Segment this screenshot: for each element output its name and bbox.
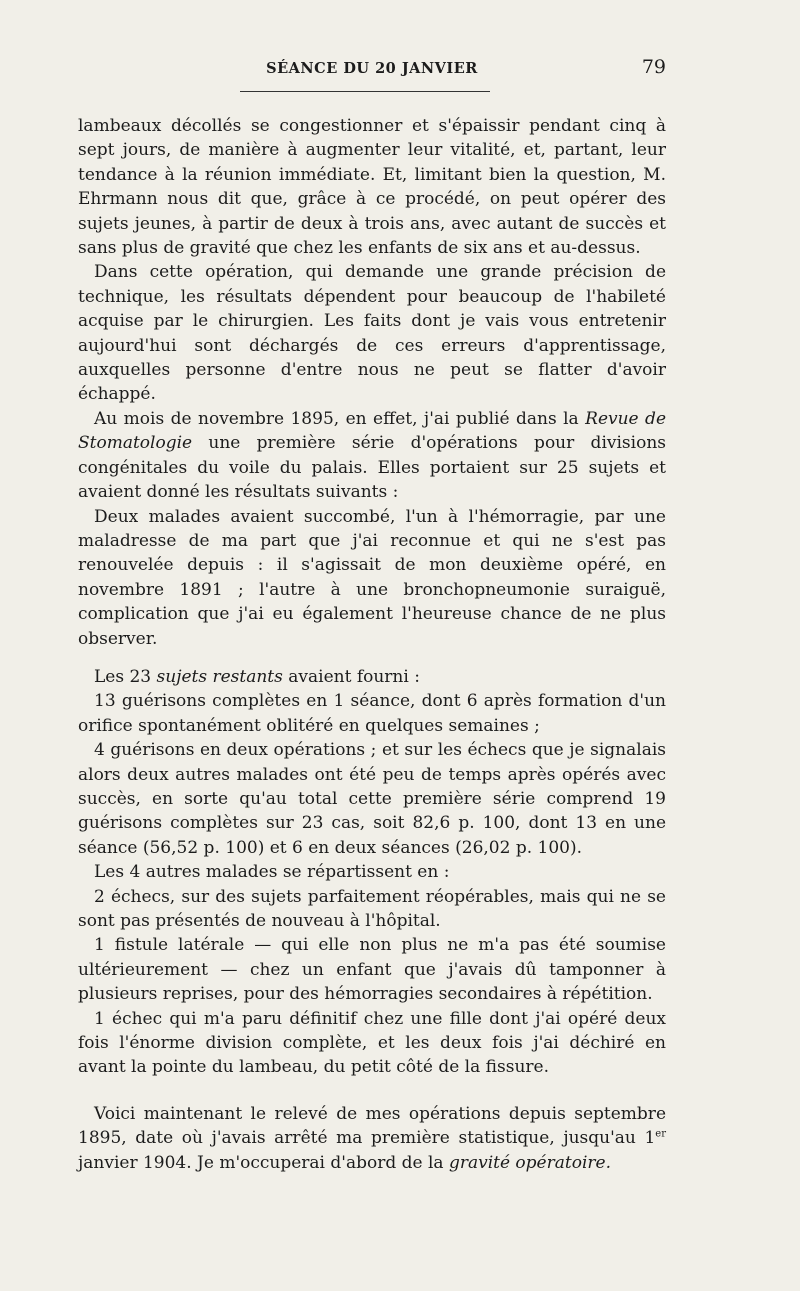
paragraph-2: Dans cette opération, qui demande une grande précision de technique, les résultats dépendent pour beaucoup de l'habileté acquise par le chirurgien. Les faits dont je vais vous entretenir aujourd'hui sont déchargés de ces erreurs d'apprentissage, auxquelles personne d'entre nous ne peut se flatter d'avoir échappé.: [78, 262, 666, 405]
paragraph-5: [78, 665, 666, 689]
body-text: [78, 114, 666, 1175]
paragraph-11: 1 échec qui m'a paru définitif chez une fille dont j'ai opéré deux fois l'énorme division complète, et les deux fois j'ai déchiré en avant la pointe du lambeau, du petit côté de la fissure.: [78, 1008, 666, 1078]
paragraph-6: 13 guérisons complètes en 1 séance, dont 6 après formation d'un orifice spontanément oblitéré en quelques semaines ;: [78, 691, 666, 736]
paragraph-9: 2 échecs, sur des sujets parfaitement réopérables, mais qui ne se sont pas présentés de nouveau à l'hôpital.: [78, 886, 666, 931]
paragraph-12-text-a: Voici maintenant le relevé de mes opérations depuis septembre 1895, date où j'avais arrêté ma première statistique, jusqu'au 1: [78, 1103, 666, 1149]
paragraph-3-text-b: une première série d'opérations pour divisions congénitales du voile du palais. Elles portaient sur 25 sujets et avaient donné les résultats suivants :: [78, 433, 666, 503]
header-rule: [240, 91, 490, 92]
paragraph-8: Les 4 autres malades se répartissent en :: [94, 862, 450, 883]
paragraph-1: lambeaux décollés se congestionner et s'épaissir pendant cinq à sept jours, de manière à augmenter leur vitalité, et, partant, leur tendance à la réunion immédiate. Et, limitant bien la question, M. Ehrmann nous dit que, grâce à ce procédé, on peut opérer des sujets jeunes, à partir de deux à trois ans, avec autant de succès et sans plus de gravité que chez les enfants de six ans et au-dessus.: [78, 116, 666, 259]
ordinal-superscript: er: [655, 1128, 666, 1140]
page-header: [78, 56, 666, 84]
paragraph-3: [78, 407, 666, 505]
journal-title: Revue de Stomatologie: [78, 408, 666, 454]
paragraph-4: Deux malades avaient succombé, l'un à l'hémorragie, par une maladresse de ma part que j'ai reconnue et qui ne s'est pas renouvelée depuis : il s'agissait de mon deuxième opéré, en novembre 1891 ; l'autre à une bronchopneumonie suraiguë, complication que j'ai eu également l'heureuse chance de ne plus observer.: [78, 506, 666, 649]
page-number: 79: [641, 56, 666, 78]
italic-phrase-final: gravité opératoire.: [448, 1152, 611, 1173]
paragraph-3-text-a: Au mois de novembre 1895, en effet, j'ai publié dans la: [94, 408, 586, 429]
paragraph-7: 4 guérisons en deux opérations ; et sur les échecs que je signalais alors deux autres malades ont été peu de temps après opérés avec succès, en sorte qu'au total cette première série comprend 19 guérisons complètes sur 23 cas, soit 82,6 p. 100, dont 13 en une séance (56,52 p. 100) et 6 en deux séances (26,02 p. 100).: [78, 740, 666, 858]
paragraph-12: [78, 1102, 666, 1175]
paragraph-12-text-b: janvier 1904. Je m'occuperai d'abord de la: [78, 1152, 449, 1173]
italic-phrase: sujets restants: [156, 666, 283, 687]
running-title: SÉANCE DU 20 JANVIER: [266, 60, 478, 77]
paragraph-5-text-a: Les 23: [94, 666, 157, 687]
paragraph-5-text-b: avaient fourni :: [282, 666, 420, 687]
paragraph-10: 1 fistule latérale — qui elle non plus ne m'a pas été soumise ultérieurement — chez un enfant que j'avais dû tamponner à plusieurs reprises, pour des hémorragies secondaires à répétition.: [78, 935, 666, 1005]
